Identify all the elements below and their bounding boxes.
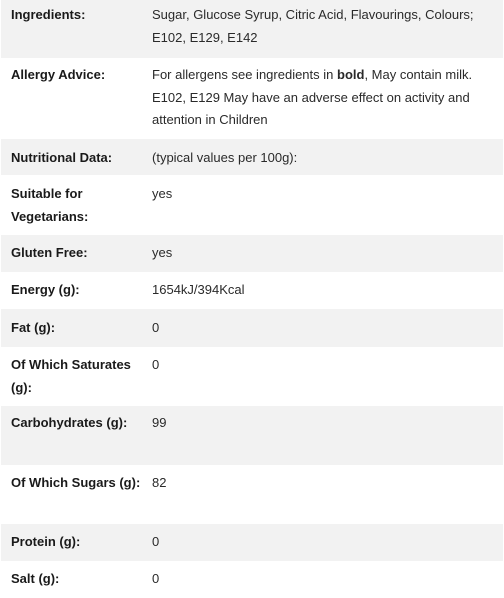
- row-value-fat: 0: [150, 309, 503, 347]
- row-value-energy: 1654kJ/394Kcal: [152, 282, 245, 297]
- row-label-ingredients: Ingredients:: [1, 0, 150, 58]
- row-value-vegetarian: yes: [152, 186, 173, 201]
- row-value-sugars: 82: [152, 475, 167, 490]
- table-row: [1, 58, 503, 139]
- row-value-ingredients: Sugar, Glucose Syrup, Citric Acid, Flavourings, Colours; E102, E129, E142: [150, 0, 503, 58]
- table-row: [1, 406, 503, 465]
- table-row: [1, 309, 503, 347]
- row-value-saturates: 0: [152, 357, 160, 372]
- row-label-gluten-free: Gluten Free:: [1, 235, 150, 272]
- row-label-salt: Salt (g):: [11, 571, 60, 586]
- row-label-sugars: Of Which Sugars (g):: [11, 475, 141, 490]
- table-row: [1, 465, 503, 524]
- row-value-nutritional-data: (typical values per 100g):: [150, 139, 503, 175]
- table-row: [1, 524, 503, 561]
- product-spec-table: [1, 0, 503, 598]
- row-label-energy: Energy (g):: [11, 282, 80, 297]
- allergy-text-post: , May contain milk. E102, E129 May have an adverse effect on activity and attention in Children: [152, 67, 473, 127]
- row-label-carbohydrates: Carbohydrates (g):: [1, 406, 150, 465]
- table-row: [1, 175, 503, 235]
- row-value-salt: 0: [152, 571, 160, 586]
- table-row: [1, 0, 503, 58]
- allergy-text-pre: For allergens see ingredients in: [152, 67, 337, 82]
- allergy-text-bold: bold: [337, 67, 365, 82]
- row-label-vegetarian: Suitable for Vegetarians:: [11, 186, 89, 224]
- table-row: [1, 139, 503, 175]
- row-value-carbohydrates: 99: [150, 406, 503, 465]
- row-label-protein: Protein (g):: [1, 524, 150, 561]
- table-row: [1, 347, 503, 406]
- row-label-fat: Fat (g):: [1, 309, 150, 347]
- row-value-gluten-free: yes: [150, 235, 503, 272]
- row-label-saturates: Of Which Saturates (g):: [11, 357, 131, 395]
- table-row: [1, 272, 503, 309]
- row-value-allergy-advice: [150, 58, 503, 139]
- table-row: [1, 235, 503, 272]
- row-label-nutritional-data: Nutritional Data:: [1, 139, 150, 175]
- row-value-protein: 0: [150, 524, 503, 561]
- row-label-allergy-advice: Allergy Advice:: [11, 67, 106, 82]
- table-row: [1, 561, 503, 598]
